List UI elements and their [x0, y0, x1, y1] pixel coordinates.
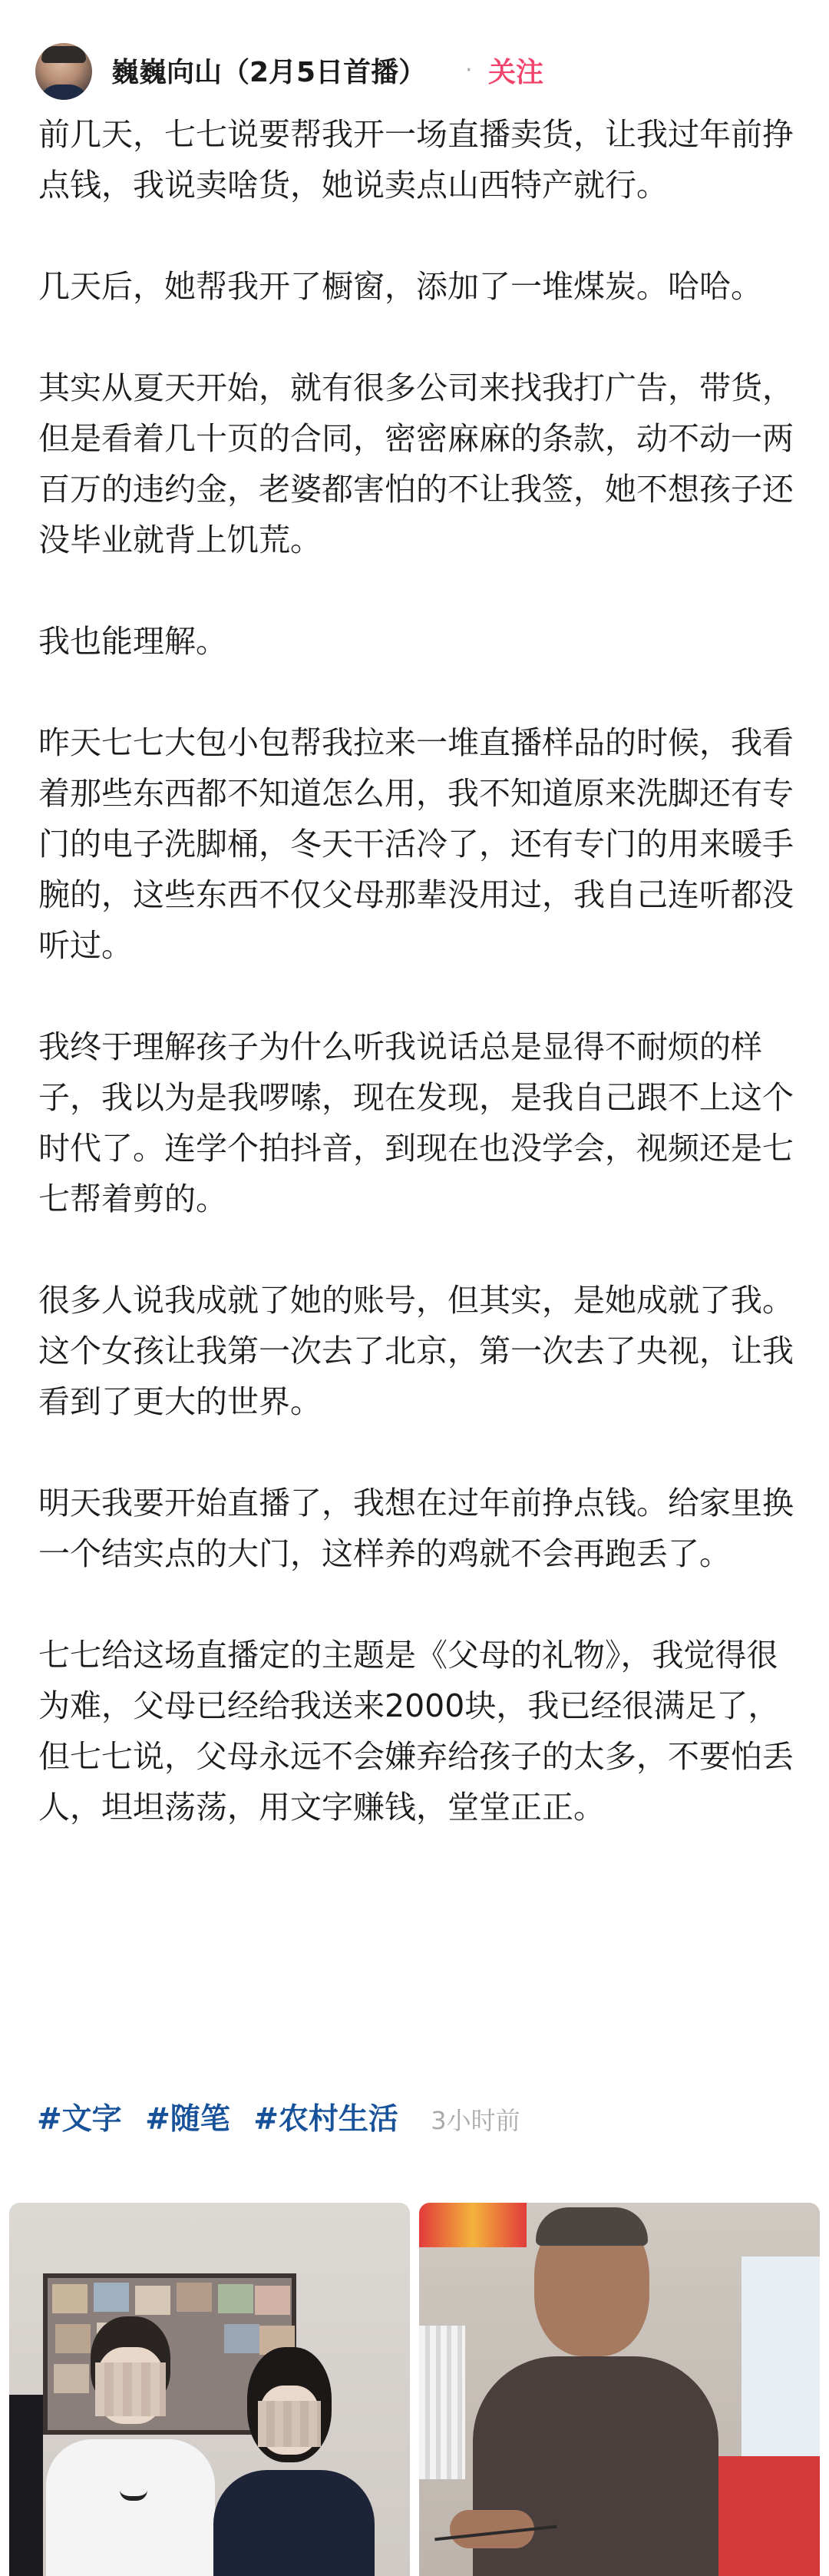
board-photo [255, 2286, 290, 2315]
window [741, 2256, 820, 2472]
board-photo [135, 2286, 170, 2315]
photo-grid [0, 2203, 829, 2576]
person-left [74, 2316, 189, 2576]
paragraph: 前几天，七七说要帮我开一场直播卖货，让我过年前挣点钱，我说卖啥货，她说卖点山西特产就行。 [38, 116, 794, 204]
post-time: 3小时前 [431, 2106, 520, 2135]
man-hair [536, 2207, 648, 2246]
follow-button[interactable]: 关注 [488, 57, 544, 88]
post-body [38, 109, 798, 1833]
board-photo [218, 2284, 253, 2313]
avatar-hair [41, 46, 86, 63]
tag-link[interactable]: #文字 [37, 2102, 122, 2137]
red-cloth [711, 2456, 820, 2576]
person-shirt [46, 2439, 215, 2576]
paragraph: 昨天七七大包小包帮我拉来一堆直播样品的时候，我看着那些东西都不知道怎么用，我不知道原来洗脚还有专门的电子洗脚桶，冬天干活冷了，还有专门的用来暖手腕的，这些东西不仅父母那辈没用过，我自己连听都没听过。 [38, 724, 794, 964]
photo-thumbnail-1[interactable] [9, 2203, 410, 2576]
tag-link[interactable]: #农村生活 [253, 2102, 398, 2137]
radiator [419, 2326, 465, 2479]
tag-row [37, 2097, 520, 2144]
person-right [229, 2347, 359, 2576]
paragraph: 我也能理解。 [38, 623, 227, 660]
face-mosaic [258, 2401, 321, 2447]
board-photo [52, 2284, 88, 2313]
person-shirt [213, 2470, 375, 2576]
face-mosaic [95, 2362, 166, 2416]
paragraph: 很多人说我成就了她的账号，但其实，是她成就了我。这个女孩让我第一次去了北京，第一次去了央视，让我看到了更大的世界。 [38, 1282, 794, 1420]
paragraph: 其实从夏天开始，就有很多公司来找我打广告，带货，但是看着几十页的合同，密密麻麻的条款，动不动一两百万的违约金，老婆都害怕的不让我签，她不想孩子还没毕业就背上饥荒。 [38, 369, 794, 558]
photo-thumbnail-2[interactable] [419, 2203, 820, 2576]
paragraph: 七七给这场直播定的主题是《父母的礼物》，我觉得很为难，父母已经给我送来2000块，我已经很满足了，但七七说，父母永远不会嫌弃给孩子的太多，不要怕丢人，坦坦荡荡，用文字赚钱，堂堂正正。 [38, 1637, 794, 1826]
board-photo [177, 2283, 212, 2312]
board-photo [94, 2283, 129, 2312]
wall-poster [419, 2203, 527, 2247]
paragraph: 几天后，她帮我开了橱窗，添加了一堆煤炭。哈哈。 [38, 268, 762, 305]
author-avatar[interactable] [35, 43, 92, 100]
author-name[interactable]: 巍巍向山（2月5日首播） [111, 57, 427, 88]
separator-dot: · [465, 57, 473, 84]
paragraph: 我终于理解孩子为什么听我说话总是显得不耐烦的样子，我以为是我啰嗦，现在发现，是我自己跟不上这个时代了。连学个拍抖音，到现在也没学会，视频还是七七帮着剪的。 [38, 1028, 794, 1217]
dark-edge [9, 2395, 43, 2576]
avatar-shirt [38, 84, 89, 100]
tag-link[interactable]: #随笔 [145, 2102, 230, 2137]
paragraph: 明天我要开始直播了，我想在过年前挣点钱。给家里换一个结实点的大门，这样养的鸡就不会再跑丢了。 [38, 1485, 794, 1572]
